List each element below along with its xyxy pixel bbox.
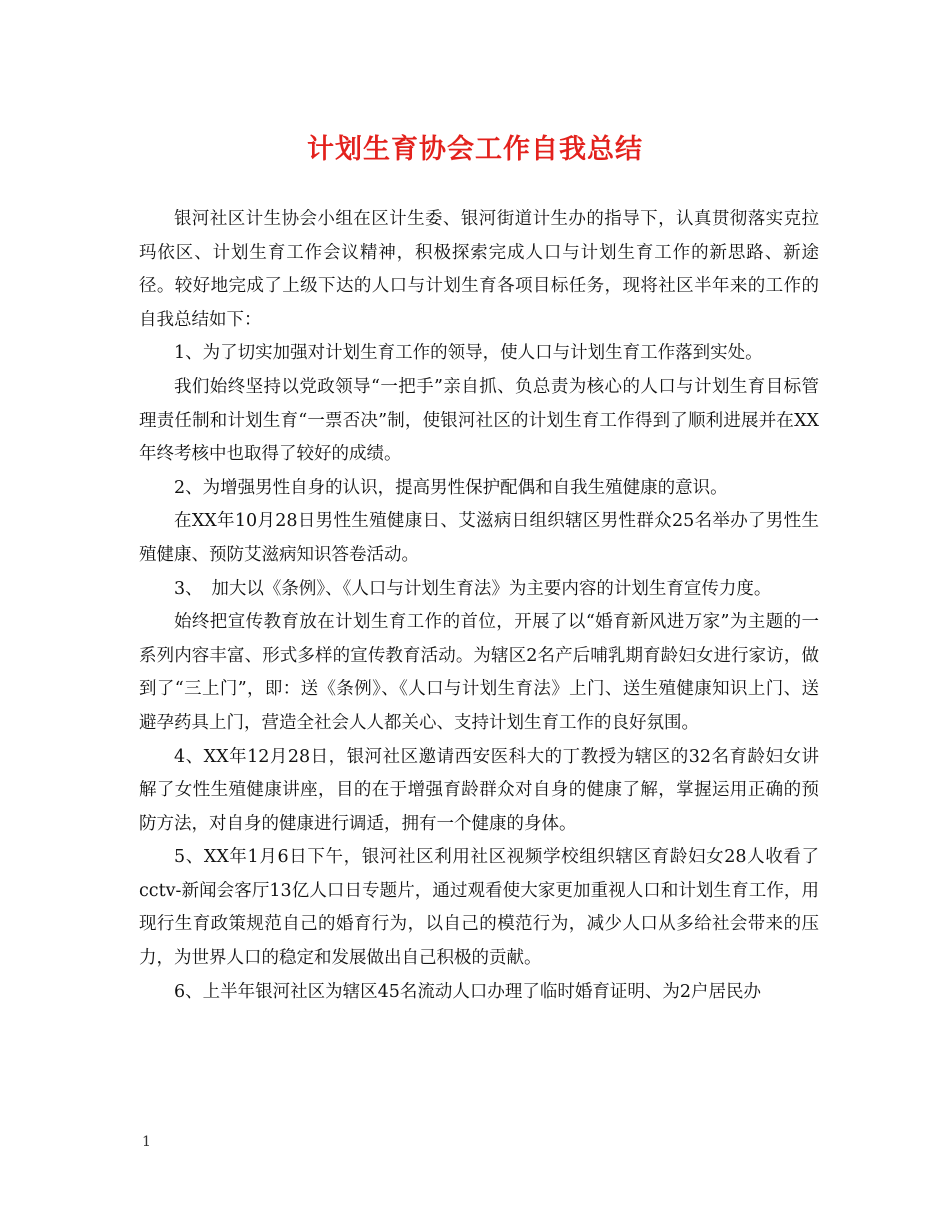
paragraph-item-2-body: 在XX年10月28日男性生殖健康日、艾滋病日组织辖区男性群众25名举办了男性生殖健康、预防艾滋病知识答卷活动。 [139,511,819,565]
paragraph-item-1-heading: 1、为了切实加强对计划生育工作的领导，使人口与计划生育工作落到实处。 [174,343,763,364]
paragraph-intro: 银河社区计生协会小组在区计生委、银河街道计生办的指导下，认真贯彻落实克拉玛依区、计划生育工作会议精神，积极探索完成人口与计划生育工作的新思路、新途径。较好地完成了上级下达的人口与计划生育各项目标任务，现将社区半年来的工作的自我总结如下： [139,209,819,330]
paragraph-item-2-heading: 2、为增强男性自身的认识，提高男性保护配偶和自我生殖健康的意识。 [174,477,728,498]
paragraph-item-1-body: 我们始终坚持以党政领导“一把手”亲自抓、负总责为核心的人口与计划生育目标管理责任制和计划生育“一票否决”制，使银河社区的计划生育工作得到了顺利进展并在XX年终考核中也取得了较好的成绩。 [139,376,819,465]
paragraph-item-3-body: 始终把宣传教育放在计划生育工作的首位，开展了以“婚育新风进万家”为主题的一系列内容丰富、形式多样的宣传教育活动。为辖区2名产后哺乳期育龄妇女进行家访，做到了“三上门”，即：送《条例》、《人口与计划生育法》上门、送生殖健康知识上门、送避孕药具上门，营造全社会人人都关心、支持计划生育工作的良好氛围。 [139,612,819,733]
document-title: 计划生育协会工作自我总结 [307,134,643,165]
paragraph-item-6: 6、上半年银河社区为辖区45名流动人口办理了临时婚育证明、为2户居民办 [174,981,762,1002]
paragraph-item-5: 5、XX年1月6日下午，银河社区利用社区视频学校组织辖区育龄妇女28人收看了cctv-新闻会客厅13亿人口日专题片，通过观看使大家更加重视人口和计划生育工作，用现行生育政策规范自己的婚育行为，以自己的模范行为，减少人口从多给社会带来的压力，为世界人口的稳定和发展做出自己积极的贡献。 [139,847,819,969]
paragraph-item-4: 4、XX年12月28日，银河社区邀请西安医科大的丁教授为辖区的32名育龄妇女讲解了女性生殖健康讲座，目的在于增强育龄群众对自身的健康了解，掌握运用正确的预防方法，对自身的健康进行调适，拥有一个健康的身体。 [139,746,819,834]
document-body [139,203,819,1009]
paragraph-item-3-heading: 3、 加大以《条例》、《人口与计划生育法》为主要内容的计划生育宣传力度。 [174,578,772,599]
page-number: 1 [142,1134,151,1150]
